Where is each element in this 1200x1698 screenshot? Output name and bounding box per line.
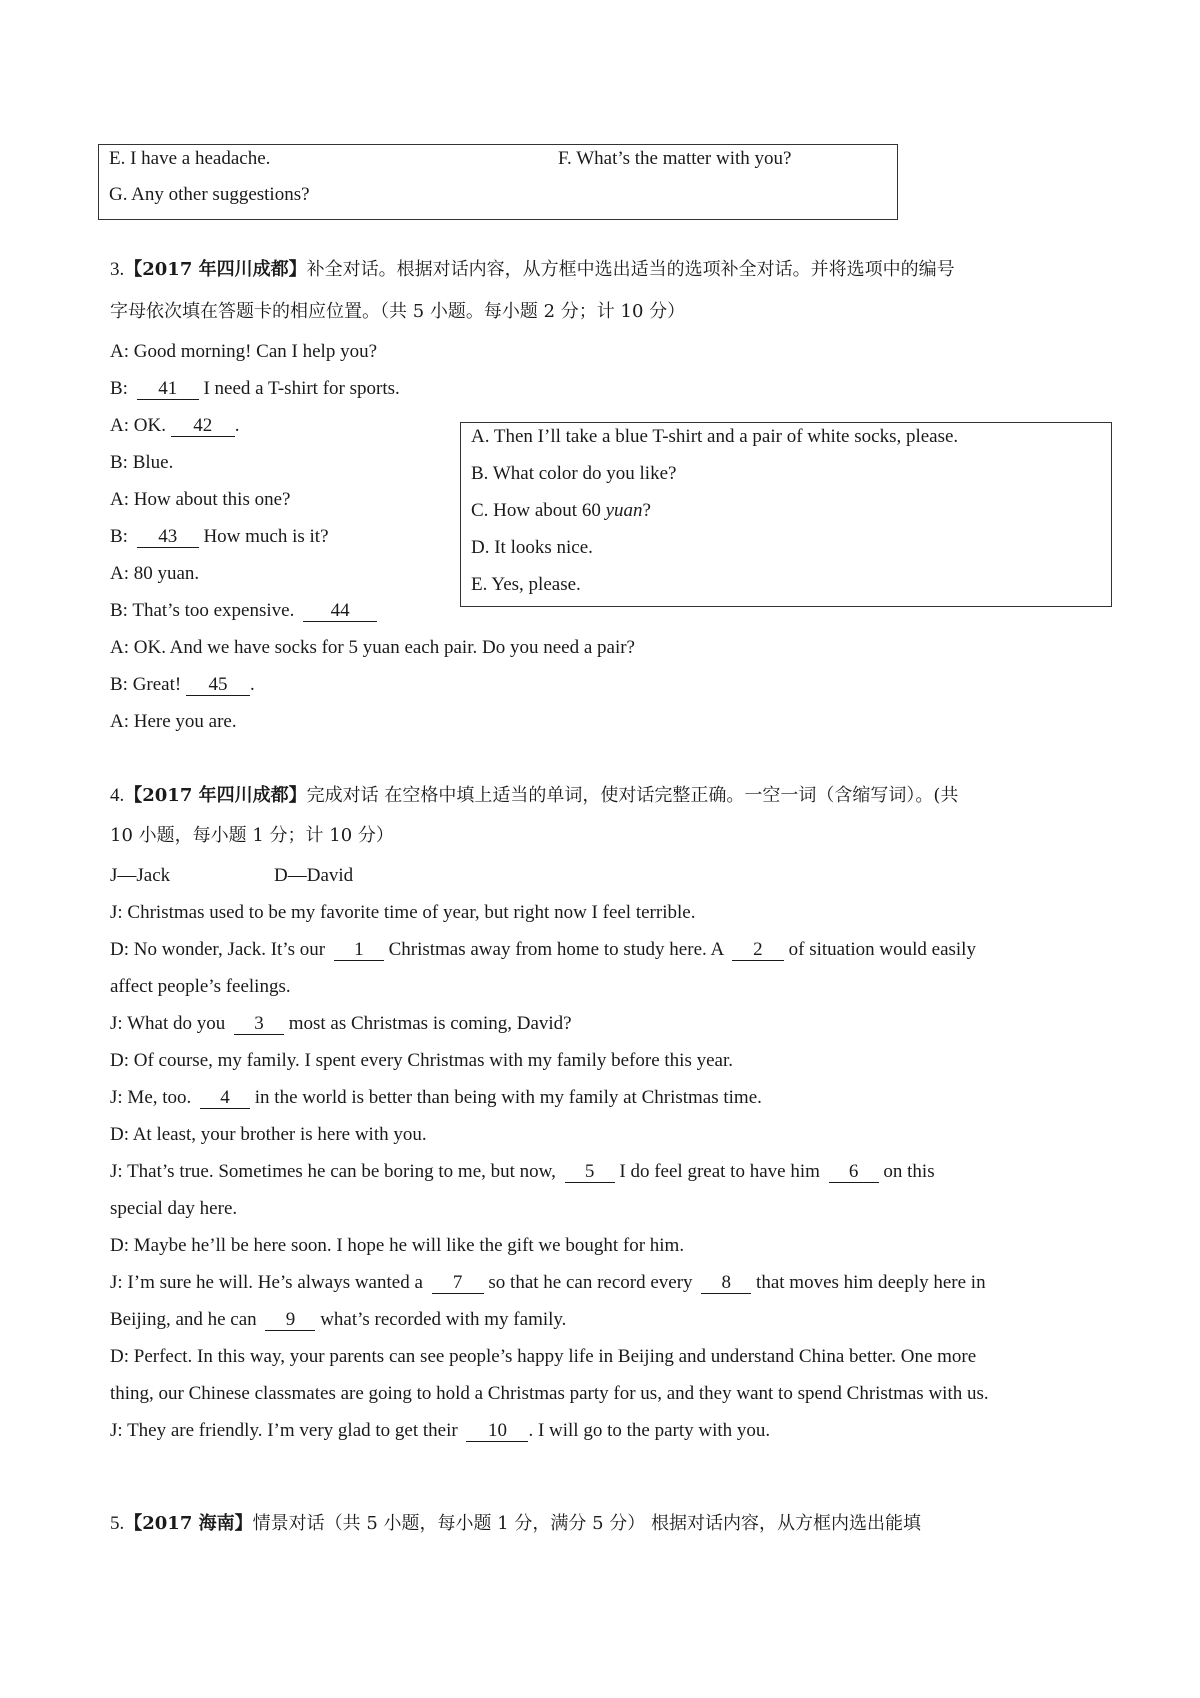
q3-heading-line2: [110, 300, 685, 324]
blank-44[interactable]: 44: [303, 601, 377, 622]
q4-title-line2: 10 小题，每小题 1 分；计 10 分）: [110, 825, 394, 846]
q4-l8-c: on this: [878, 1161, 935, 1182]
q3-number: 3.: [110, 259, 125, 280]
q3-l10-post: .: [249, 674, 255, 695]
q4-tag: 【2017 年四川成都】: [124, 785, 307, 806]
q3-line-5: A: How about this one?: [110, 489, 291, 510]
q4-heading-line2: [110, 824, 394, 848]
options-box-q3: [460, 422, 1112, 607]
q3-l10-pre: B: Great!: [110, 674, 186, 695]
option-c-italic: yuan: [605, 500, 643, 521]
q3-title-line1: 补全对话。根据对话内容，从方框中选出适当的选项补全对话。并将选项中的编号: [306, 259, 955, 280]
option-e: E. I have a headache.: [109, 148, 271, 169]
q3-l6-post: How much is it?: [198, 526, 329, 547]
q4-number: 4.: [110, 785, 125, 806]
q5-title: 情景对话（共 5 小题，每小题 1 分，满分 5 分） 根据对话内容，从方框内选出能填: [252, 1513, 922, 1534]
q4-title-line1: 完成对话 在空格中填上适当的单词，使对话完整正确。一空一词（含缩写词）。(共: [306, 785, 959, 806]
q3-l3-post: .: [234, 415, 240, 436]
q5-heading: [110, 1512, 921, 1536]
q3-line-10: [110, 673, 255, 697]
q3-title-line2: 字母依次填在答题卡的相应位置。（共 5 小题。每小题 2 分；计 10 分）: [110, 301, 686, 322]
q3-l8-pre: B: That’s too expensive.: [110, 600, 300, 621]
blank-43[interactable]: 43: [137, 527, 199, 548]
option-b: B. What color do you like?: [471, 463, 677, 484]
q4-l8-b: I do feel great to have him: [614, 1161, 825, 1182]
blank-2[interactable]: 2: [732, 940, 784, 961]
blank-9[interactable]: 9: [265, 1310, 315, 1331]
q4-l4-b: most as Christmas is coming, David?: [283, 1013, 572, 1034]
blank-10[interactable]: 10: [466, 1421, 528, 1442]
q4-line-5: D: Of course, my family. I spent every Christmas with my family before this year.: [110, 1050, 733, 1071]
q4-line-9: special day here.: [110, 1198, 238, 1219]
q4-l8-a: J: That’s true. Sometimes he can be boring to me, but now,: [110, 1161, 561, 1182]
q4-l11-c: that moves him deeply here in: [751, 1272, 986, 1293]
q4-l12-a: Beijing, and he can: [110, 1309, 262, 1330]
blank-5[interactable]: 5: [565, 1162, 615, 1183]
option-f: F. What’s the matter with you?: [558, 148, 792, 169]
q4-l6-a: J: Me, too.: [110, 1087, 197, 1108]
q4-l15-b: . I will go to the party with you.: [528, 1420, 771, 1441]
q4-line-4: [110, 1012, 572, 1036]
options-box-top: [98, 144, 898, 220]
q4-speakers: [110, 864, 354, 888]
q4-line-2: [110, 938, 976, 962]
q3-l6-pre: B:: [110, 526, 133, 547]
q3-l3-pre: A: OK.: [110, 415, 171, 436]
q3-line-3: [110, 414, 239, 438]
q4-line-7: D: At least, your brother is here with you.: [110, 1124, 427, 1145]
q3-line-7: A: 80 yuan.: [110, 563, 200, 584]
q5-tag: 【2017 海南】: [124, 1513, 253, 1534]
blank-8[interactable]: 8: [701, 1273, 751, 1294]
q4-l2-c: of situation would easily: [783, 939, 976, 960]
blank-41[interactable]: 41: [137, 379, 199, 400]
option-a: A. Then I’ll take a blue T-shirt and a pair of white socks, please.: [471, 426, 959, 447]
q4-line-11: [110, 1271, 986, 1295]
q4-l12-b: what’s recorded with my family.: [315, 1309, 567, 1330]
option-c-post: ?: [642, 500, 651, 521]
option-c-pre: C. How about 60: [471, 500, 606, 521]
option-c: [471, 499, 651, 523]
q3-heading-line1: [110, 258, 955, 282]
blank-3[interactable]: 3: [234, 1014, 284, 1035]
q3-line-11: A: Here you are.: [110, 711, 237, 732]
speaker-david: D—David: [274, 865, 354, 886]
option-e-q3: E. Yes, please.: [471, 574, 581, 595]
q3-tag: 【2017 年四川成都】: [124, 259, 307, 280]
q3-line-9: A: OK. And we have socks for 5 yuan each pair. Do you need a pair?: [110, 637, 635, 658]
q3-l2-pre: B:: [110, 378, 133, 399]
q3-l2-post: I need a T-shirt for sports.: [198, 378, 400, 399]
q4-l11-b: so that he can record every: [483, 1272, 698, 1293]
q3-line-8: [110, 599, 377, 623]
q4-line-8: [110, 1160, 935, 1184]
q4-l4-a: J: What do you: [110, 1013, 230, 1034]
q4-heading-line1: [110, 784, 958, 808]
q4-l11-a: J: I’m sure he will. He’s always wanted a: [110, 1272, 428, 1293]
q3-line-2: [110, 377, 400, 401]
blank-45[interactable]: 45: [186, 675, 250, 696]
q4-l2-a: D: No wonder, Jack. It’s our: [110, 939, 330, 960]
q4-line-1: J: Christmas used to be my favorite time of year, but right now I feel terrible.: [110, 902, 696, 923]
q4-l15-a: J: They are friendly. I’m very glad to get their: [110, 1420, 463, 1441]
q5-number: 5.: [110, 1513, 125, 1534]
q4-line-6: [110, 1086, 762, 1110]
q3-line-4: B: Blue.: [110, 452, 174, 473]
option-g: G. Any other suggestions?: [109, 184, 310, 205]
option-d: D. It looks nice.: [471, 537, 593, 558]
q4-line-15: [110, 1419, 770, 1443]
speaker-jack: J—Jack: [110, 865, 171, 886]
blank-6[interactable]: 6: [829, 1162, 879, 1183]
q4-line-3: affect people’s feelings.: [110, 976, 291, 997]
blank-7[interactable]: 7: [432, 1273, 484, 1294]
q4-line-10: D: Maybe he’ll be here soon. I hope he will like the gift we bought for him.: [110, 1235, 685, 1256]
blank-4[interactable]: 4: [200, 1088, 250, 1109]
q4-l2-b: Christmas away from home to study here. A: [383, 939, 728, 960]
q4-l6-b: in the world is better than being with my family at Christmas time.: [250, 1087, 762, 1108]
q4-line-14: thing, our Chinese classmates are going to hold a Christmas party for us, and they want to spend Christmas with us.: [110, 1383, 989, 1404]
q3-line-1: A: Good morning! Can I help you?: [110, 341, 378, 362]
q4-line-13: D: Perfect. In this way, your parents can see people’s happy life in Beijing and understand China better. One more: [110, 1346, 977, 1367]
blank-42[interactable]: 42: [171, 416, 235, 437]
q3-line-6: [110, 525, 329, 549]
blank-1[interactable]: 1: [334, 940, 384, 961]
q4-line-12: [110, 1308, 566, 1332]
